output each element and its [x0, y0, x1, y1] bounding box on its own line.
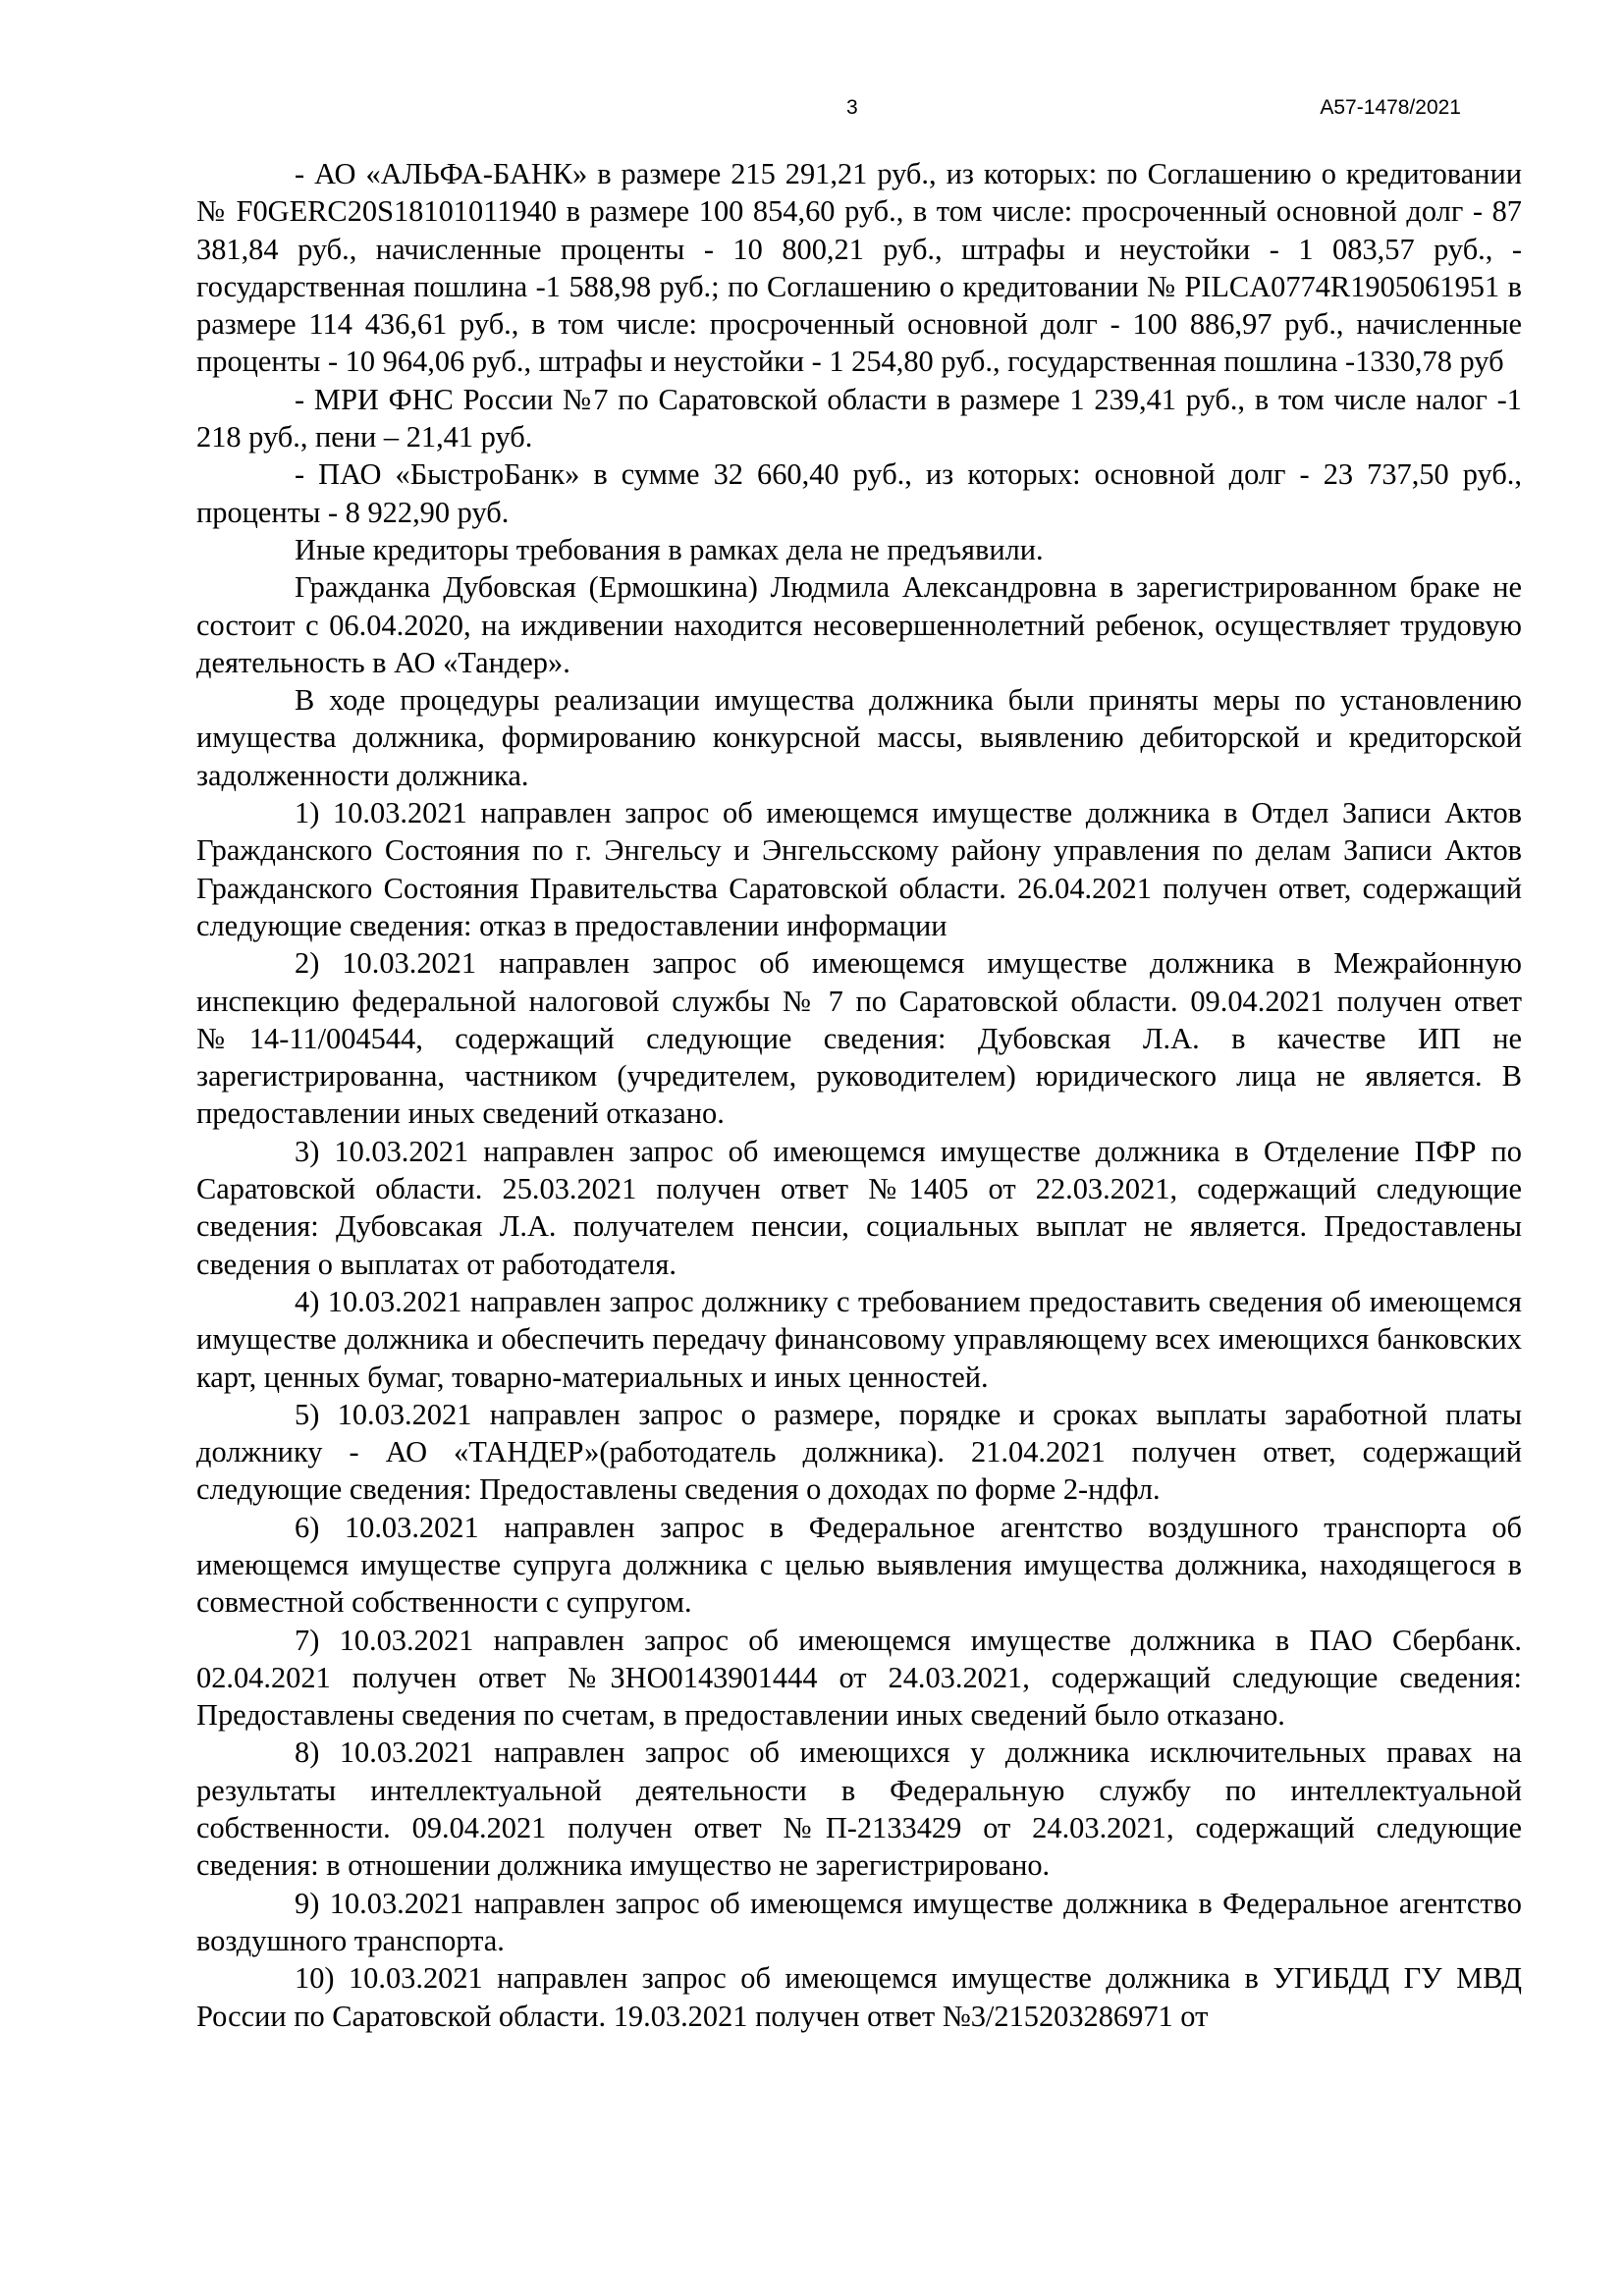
paragraph-request-2: 2) 10.03.2021 направлен запрос об имеющемся имуществе должника в Межрайонную инспекцию федеральной налоговой службы № 7 по Саратовской области. 09.04.2021 получен ответ №14-11/004544, содержащий следующие сведения: Дубовская Л.А. в качестве ИП не зарегистрированна, частником (учредителем, руководителем) юридического лица не является. В предоставлении иных сведений отказано.: [196, 946, 1522, 1131]
paragraph-request-4: 4) 10.03.2021 направлен запрос должнику с требованием предоставить сведения об имеющемся имуществе должника и обеспечить передачу финансовому управляющему всех имеющихся банковских карт, ценных бумаг, товарно-материальных и иных ценностей.: [196, 1284, 1522, 1394]
paragraph-request-5: 5) 10.03.2021 направлен запрос о размере, порядке и сроках выплаты заработной платы должнику - АО «ТАНДЕР»(работодатель должника). 21.04.2021 получен ответ, содержащий следующие сведения: Предоставлены сведения о доходах по форме 2-ндфл.: [196, 1397, 1522, 1507]
paragraph-request-9: 9) 10.03.2021 направлен запрос об имеющемся имуществе должника в Федеральное агентство воздушного транспорта.: [196, 1886, 1522, 1957]
paragraph-other-creditors: Иные кредиторы требования в рамках дела не предъявили.: [295, 532, 1044, 566]
paragraph-request-1: 1) 10.03.2021 направлен запрос об имеющемся имуществе должника в Отдел Записи Актов Гражданского Состояния по г. Энгельсу и Энгельсскому району управления по делам Записи Актов Гражданского Состояния Правительства Саратовской области. 26.04.2021 получен ответ, содержащий следующие сведения: отказ в предоставлении информации: [196, 796, 1522, 942]
case-number: А57-1478/2021: [1320, 96, 1461, 119]
paragraph-creditor-bystrobank: - ПАО «БыстроБанк» в сумме 32 660,40 руб., из которых: основной долг - 23 737,50 руб., проценты - 8 922,90 руб.: [196, 457, 1522, 529]
paragraph-request-8: 8) 10.03.2021 направлен запрос об имеющихся у должника исключительных правах на результаты интеллектуальной деятельности в Федеральную службу по интеллектуальной собственности. 09.04.2021 получен ответ №П-2133429 от 24.03.2021, содержащий следующие сведения: в отношении должника имущество не зарегистрировано.: [196, 1735, 1522, 1883]
paragraph-request-10: 10) 10.03.2021 направлен запрос об имеющемся имуществе должника в УГИБДД ГУ МВД России по Саратовской области. 19.03.2021 получен ответ №3/215203286971 от: [196, 1961, 1522, 2033]
paragraph-creditor-mri-fns: - МРИ ФНС России №7 по Саратовской области в размере 1 239,41 руб., в том числе налог -1 218 руб., пени – 21,41 руб.: [196, 382, 1522, 454]
page-number: 3: [846, 96, 858, 119]
paragraph-debtor-status: Гражданка Дубовская (Ермошкина) Людмила Александровна в зарегистрированном браке не состоит с 06.04.2020, на иждивении находится несовершеннолетний ребенок, осуществляет трудовую деятельность в АО «Тандер».: [196, 570, 1522, 679]
paragraph-request-6: 6) 10.03.2021 направлен запрос в Федеральное агентство воздушного транспорта об имеющемся имуществе супруга должника с целью выявления имущества должника, находящегося в совместной собственности с супругом.: [196, 1510, 1522, 1620]
paragraph-procedure-measures: В ходе процедуры реализации имущества должника были приняты меры по установлению имущества должника, формированию конкурсной массы, выявлению дебиторской и кредиторской задолженности должника.: [196, 683, 1522, 792]
paragraph-request-7: 7) 10.03.2021 направлен запрос об имеющемся имуществе должника в ПАО Сбербанк. 02.04.2021 получен ответ №ЗНО0143901444 от 24.03.2021, содержащий следующие сведения: Предоставлены сведения по счетам, в предоставлении иных сведений было отказано.: [196, 1623, 1522, 1733]
document-body: [196, 155, 1522, 2035]
paragraph-creditor-alfa-bank: - АО «АЛЬФА-БАНК» в размере 215 291,21 руб., из которых: по Соглашению о кредитовании № F0GERC20S18101011940 в размере 100 854,60 руб., в том числе: просроченный основной долг - 87 381,84 руб., начисленные проценты - 10 800,21 руб., штрафы и неустойки - 1 083,57 руб., - государственная пошлина -1 588,98 руб.; по Соглашению о кредитовании № PILCA0774R1905061951 в размере 114 436,61 руб., в том числе: просроченный основной долг - 100 886,97 руб., начисленные проценты - 10 964,06 руб., штрафы и неустойки - 1 254,80 руб., государственная пошлина -1330,78 руб: [196, 157, 1522, 379]
paragraph-request-3: 3) 10.03.2021 направлен запрос об имеющемся имуществе должника в Отделение ПФР по Саратовской области. 25.03.2021 получен ответ №1405 от 22.03.2021, содержащий следующие сведения: Дубовсакая Л.А. получателем пенсии, социальных выплат не является. Предоставлены сведения о выплатах от работодателя.: [196, 1134, 1522, 1281]
